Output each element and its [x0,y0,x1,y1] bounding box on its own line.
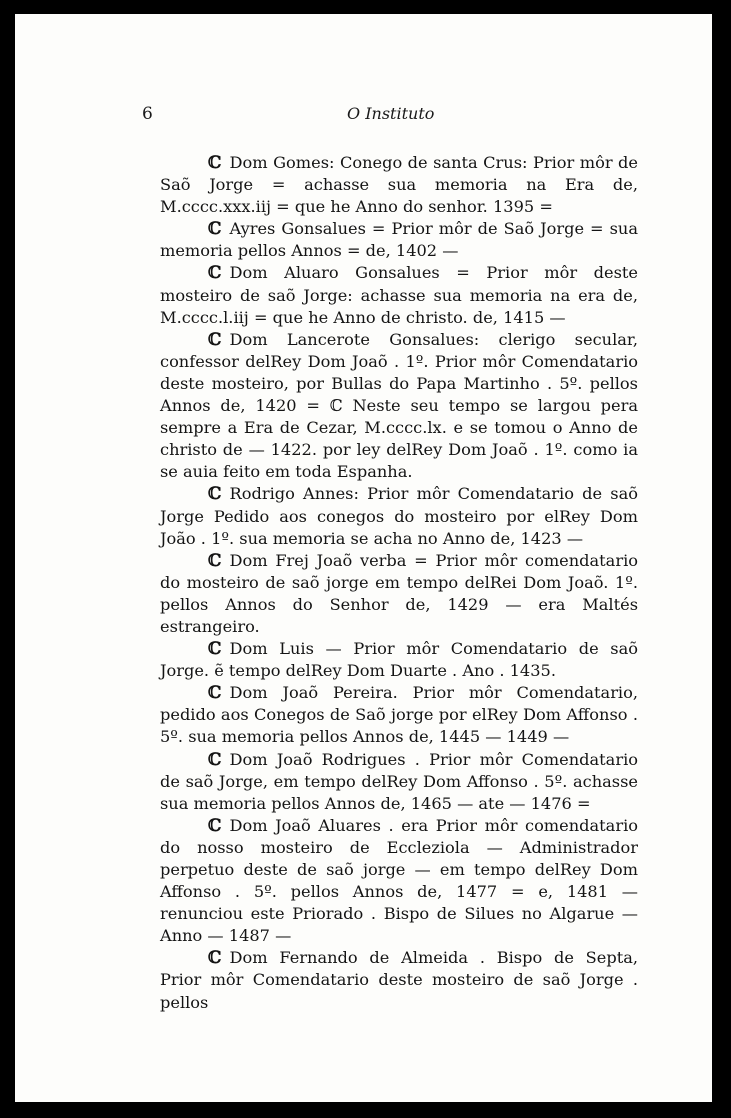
paragraph-mark-icon: ℂ [208,219,222,240]
entry-text: Dom Luis — Prior môr Comendatario de saõ Jorge. ẽ tempo delRey Dom Duarte . Ano . 1435. [160,639,638,681]
entry-dom-joao-pereira [160,682,638,748]
entry-dom-joao-rodrigues [160,749,638,815]
entry-text: Dom Frej Joaõ verba = Prior môr comendatario do mosteiro de saõ jorge em tempo delRei Dom Joaõ. 1º. pellos Annos do Senhor de, 1429 — era Maltés estrangeiro. [160,550,638,636]
page-number: 6 [142,104,153,124]
entry-dom-luis [160,638,638,682]
paragraph-mark-icon: ℂ [208,948,222,969]
paragraph-mark-icon: ℂ [208,639,222,660]
paragraph-mark-icon: ℂ [208,153,222,173]
entry-text: Dom Joaõ Rodrigues . Prior môr Comendatario de saõ Jorge, em tempo delRey Dom Affonso . 5º. achasse sua memoria pellos Annos de, 1465 — ate — 1476 = [160,749,638,813]
entry-text: Dom Joaõ Pereira. Prior môr Comendatario, pedido aos Conegos de Saõ jorge por elRey Dom Affonso . 5º. sua memoria pellos Annos de, 1445 — 1449 — [160,683,638,747]
entry-dom-lancerote-gonsalues [160,329,638,484]
paragraph-mark-icon: ℂ [208,749,222,770]
entry-dom-frej-joao-verba [160,550,638,638]
entry-text: Dom Gomes: Conego de santa Crus: Prior môr de Saõ Jorge = achasse sua memoria na Era de, M.cccc.xxx.iij = que he Anno do senhor. 1395 = [160,153,638,217]
paragraph-mark-icon: ℂ [208,550,222,571]
entry-dom-fernando-de-almeida [160,947,638,1013]
paragraph-mark-icon: ℂ [208,815,222,836]
entry-text: Dom Aluaro Gonsalues = Prior môr deste mosteiro de saõ Jorge: achasse sua memoria na era de, M.cccc.l.iij = que he Anno de christo. de, 1415 — [160,263,638,327]
entry-dom-aluaro-gonsalues [160,262,638,328]
entry-text: Dom Joaõ Aluares . era Prior môr comendatario do nosso mosteiro de Eccleziola — Administrador perpetuo deste de saõ jorge — em tempo delRey Dom Affonso . 5º. pellos Annos de, 1477 = e, 1481 — renunciou este Priorado . Bispo de Silues no Algarue — Anno — 1487 — [160,815,638,946]
paragraph-mark-icon: ℂ [208,263,222,284]
entry-dom-joao-aluares [160,815,638,948]
paragraph-mark-icon: ℂ [208,484,222,505]
entry-dom-gomes [160,152,638,218]
paragraph-mark-icon: ℂ [208,329,222,350]
entry-ayres-gonsalues [160,218,638,262]
entry-text: Dom Fernando de Almeida . Bispo de Septa, Prior môr Comendatario deste mosteiro de saõ Jorge . pellos [160,948,638,1012]
entry-text: Rodrigo Annes: Prior môr Comendatario de saõ Jorge Pedido aos conegos do mosteiro por elRey Dom João . 1º. sua memoria se acha no Anno de, 1423 — [160,484,638,548]
entry-text: Dom Lancerote Gonsalues: clerigo secular, confessor delRey Dom Joaõ . 1º. Prior môr Comendatario deste mosteiro, por Bullas do Papa Martinho . 5º. pellos Annos de, 1420 = ℂ Neste seu tempo se largou pera sempre a Era de Cezar, M.cccc.lx. e se tomou o Anno de christo de — 1422. por ley delRey Dom Joaõ . 1º. como ia se auia feito em toda Espanha. [160,329,638,482]
running-title: O Instituto [347,104,435,123]
page-header [15,104,712,128]
entry-rodrigo-annes [160,483,638,549]
paragraph-mark-icon: ℂ [208,683,222,704]
body-text [160,152,638,1014]
book-page [15,14,712,1102]
entry-text: Ayres Gonsalues = Prior môr de Saõ Jorge = sua memoria pellos Annos = de, 1402 — [160,219,638,261]
